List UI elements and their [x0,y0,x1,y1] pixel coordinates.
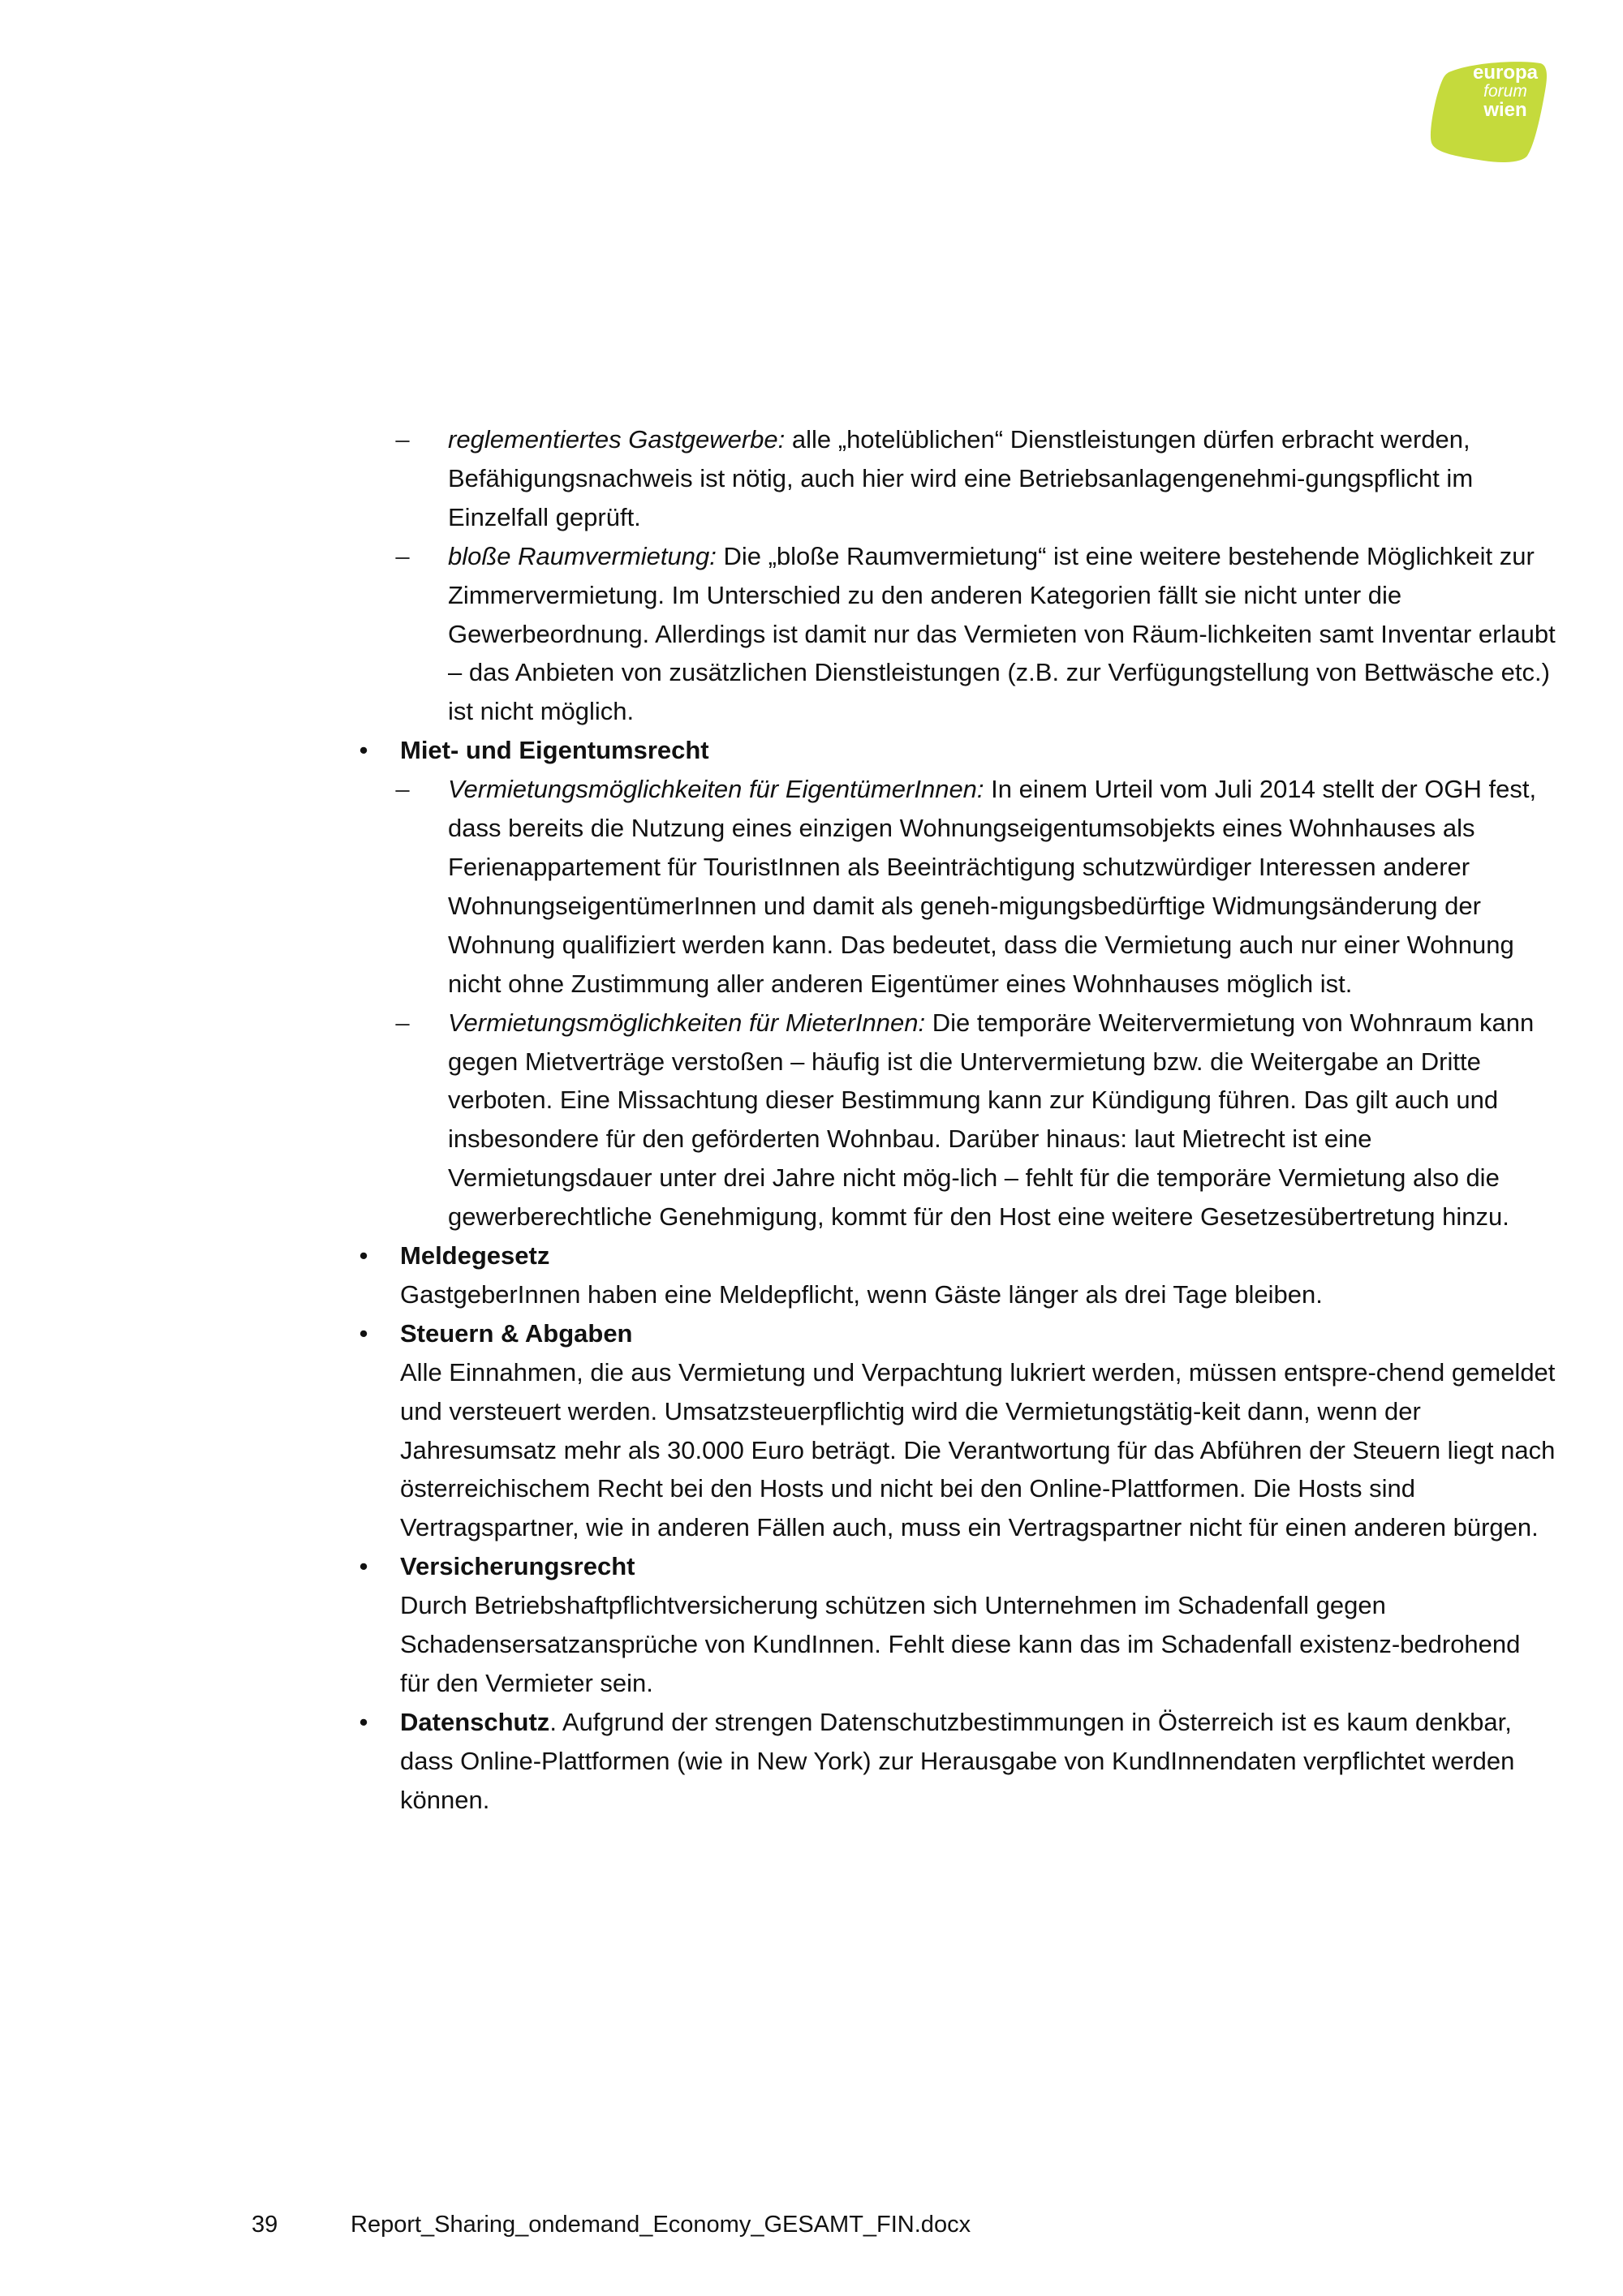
logo-line-forum: forum [1483,82,1527,101]
document-filename: Report_Sharing_ondemand_Economy_GESAMT_FIN.docx [351,2212,971,2238]
logo-line-europa: europa [1472,62,1538,84]
section-heading: Versicherungsrecht [400,1552,635,1581]
term-mieter: Vermietungsmöglichkeiten für MieterInnen: [448,1008,926,1037]
dash-item-gastgewerbe [339,420,1556,537]
logo-line-wien: wien [1483,99,1527,121]
section-inline-text: . Aufgrund der strengen Datenschutzbestimmungen in Österreich ist es kaum denkbar, dass Online-Plattformen (wie in New York) zur Herausgabe von KundInnendaten verpflichtet werden können. [400,1707,1515,1814]
document-body [339,420,1556,1820]
page-number: 39 [252,2212,278,2238]
bullet-marker: • [359,1707,368,1736]
section-steuern-abgaben [339,1314,1556,1547]
dash-item-mieter [339,1004,1556,1236]
section-versicherungsrecht [339,1547,1556,1703]
term-eigentuemer: Vermietungsmöglichkeiten für EigentümerInnen: [448,775,984,804]
section-miet-und-eigentumsrecht [339,731,1556,770]
bullet-marker: • [359,1241,368,1271]
section-meldegesetz [339,1236,1556,1314]
section-heading: Datenschutz [400,1707,550,1736]
section-heading: Meldegesetz [400,1241,550,1271]
bullet-marker: • [359,1318,368,1348]
dash-marker: – [395,425,410,454]
dash-item-raumvermietung [339,537,1556,732]
section-body: Durch Betriebshaftpflichtversicherung schützen sich Unternehmen im Schadenfall gegen Schadensersatzansprüche von KundInnen. Fehlt diese kann das im Schadenfall existenz-bedrohend für den Vermieter sein. [400,1591,1521,1697]
term-gastgewerbe: reglementiertes Gastgewerbe: [448,425,786,454]
section-heading: Miet- und Eigentumsrecht [400,736,709,765]
text-mieter: Die temporäre Weitervermietung von Wohnraum kann gegen Mietverträge verstoßen – häufig ist die Untervermietung bzw. die Weitergabe an Dritte verboten. Eine Missachtung dieser Bestimmung kann zur Kündigung führen. Das gilt auch und insbesondere für den geförderten Wohnbau. Darüber hinaus: laut Mietrecht ist eine Vermietungsdauer unter drei Jahre nicht mög-lich – fehlt für die temporäre Vermietung also die gewerberechtliche Genehmigung, kommt für den Host eine weitere Gesetzesübertretung hinzu. [448,1008,1535,1232]
logo-text [1469,63,1542,119]
dash-marker: – [395,541,410,570]
section-heading: Steuern & Abgaben [400,1318,633,1348]
bullet-marker: • [359,736,368,765]
dash-marker: – [395,775,410,804]
text-gastgewerbe: alle „hotelüblichen“ Dienstleistungen dürfen erbracht werden, Befähigungsnachweis ist nötig, auch hier wird eine Betriebsanlagengenehmi-gungspflicht im Einzelfall geprüft. [448,425,1474,531]
dash-marker: – [395,1008,410,1037]
bullet-marker: • [359,1552,368,1581]
section-body: GastgeberInnen haben eine Meldepflicht, wenn Gäste länger als drei Tage bleiben. [400,1279,1323,1309]
section-datenschutz [339,1703,1556,1820]
term-raumvermietung: bloße Raumvermietung: [448,541,717,570]
text-raumvermietung: Die „bloße Raumvermietung“ ist eine weitere bestehende Möglichkeit zur Zimmervermietung. Im Unterschied zu den anderen Kategorien fällt sie nicht unter die Gewerbeordnung. Allerdings ist damit nur das Vermieten von Räum-lichkeiten samt Inventar erlaubt – das Anbieten von zusätzlichen Dienstleistungen (z.B. zur Verfügungstellung von Bettwäsche etc.) ist nicht möglich. [448,541,1556,726]
text-eigentuemer: In einem Urteil vom Juli 2014 stellt der OGH fest, dass bereits die Nutzung eines einzigen Wohnungseigentumsobjekts eines Wohnhauses als Ferienappartement für TouristInnen als Beeinträchtigung schutzwürdiger Interessen anderer WohnungseigentümerInnen und damit als geneh-migungsbedürftige Widmungsänderung der Wohnung qualifiziert werden kann. Das bedeutet, dass die Vermietung auch nur einer Wohnung nicht ohne Zustimmung aller anderen Eigentümer eines Wohnhauses möglich ist. [448,775,1537,998]
dash-item-eigentuemer [339,770,1556,1003]
section-body: Alle Einnahmen, die aus Vermietung und Verpachtung lukriert werden, müssen entspre-chend gemeldet und versteuert werden. Umsatzsteuerpflichtig wird die Vermietungstätig-keit dann, wenn der Jahresumsatz mehr als 30.000 Euro beträgt. Die Verantwortung für das Abführen der Steuern liegt nach österreichischem Recht bei den Hosts und nicht bei den Online-Plattformen. Die Hosts sind Vertragspartner, wie in anderen Fällen auch, muss ein Vertragspartner nicht für einen anderen bürgen. [400,1357,1556,1542]
